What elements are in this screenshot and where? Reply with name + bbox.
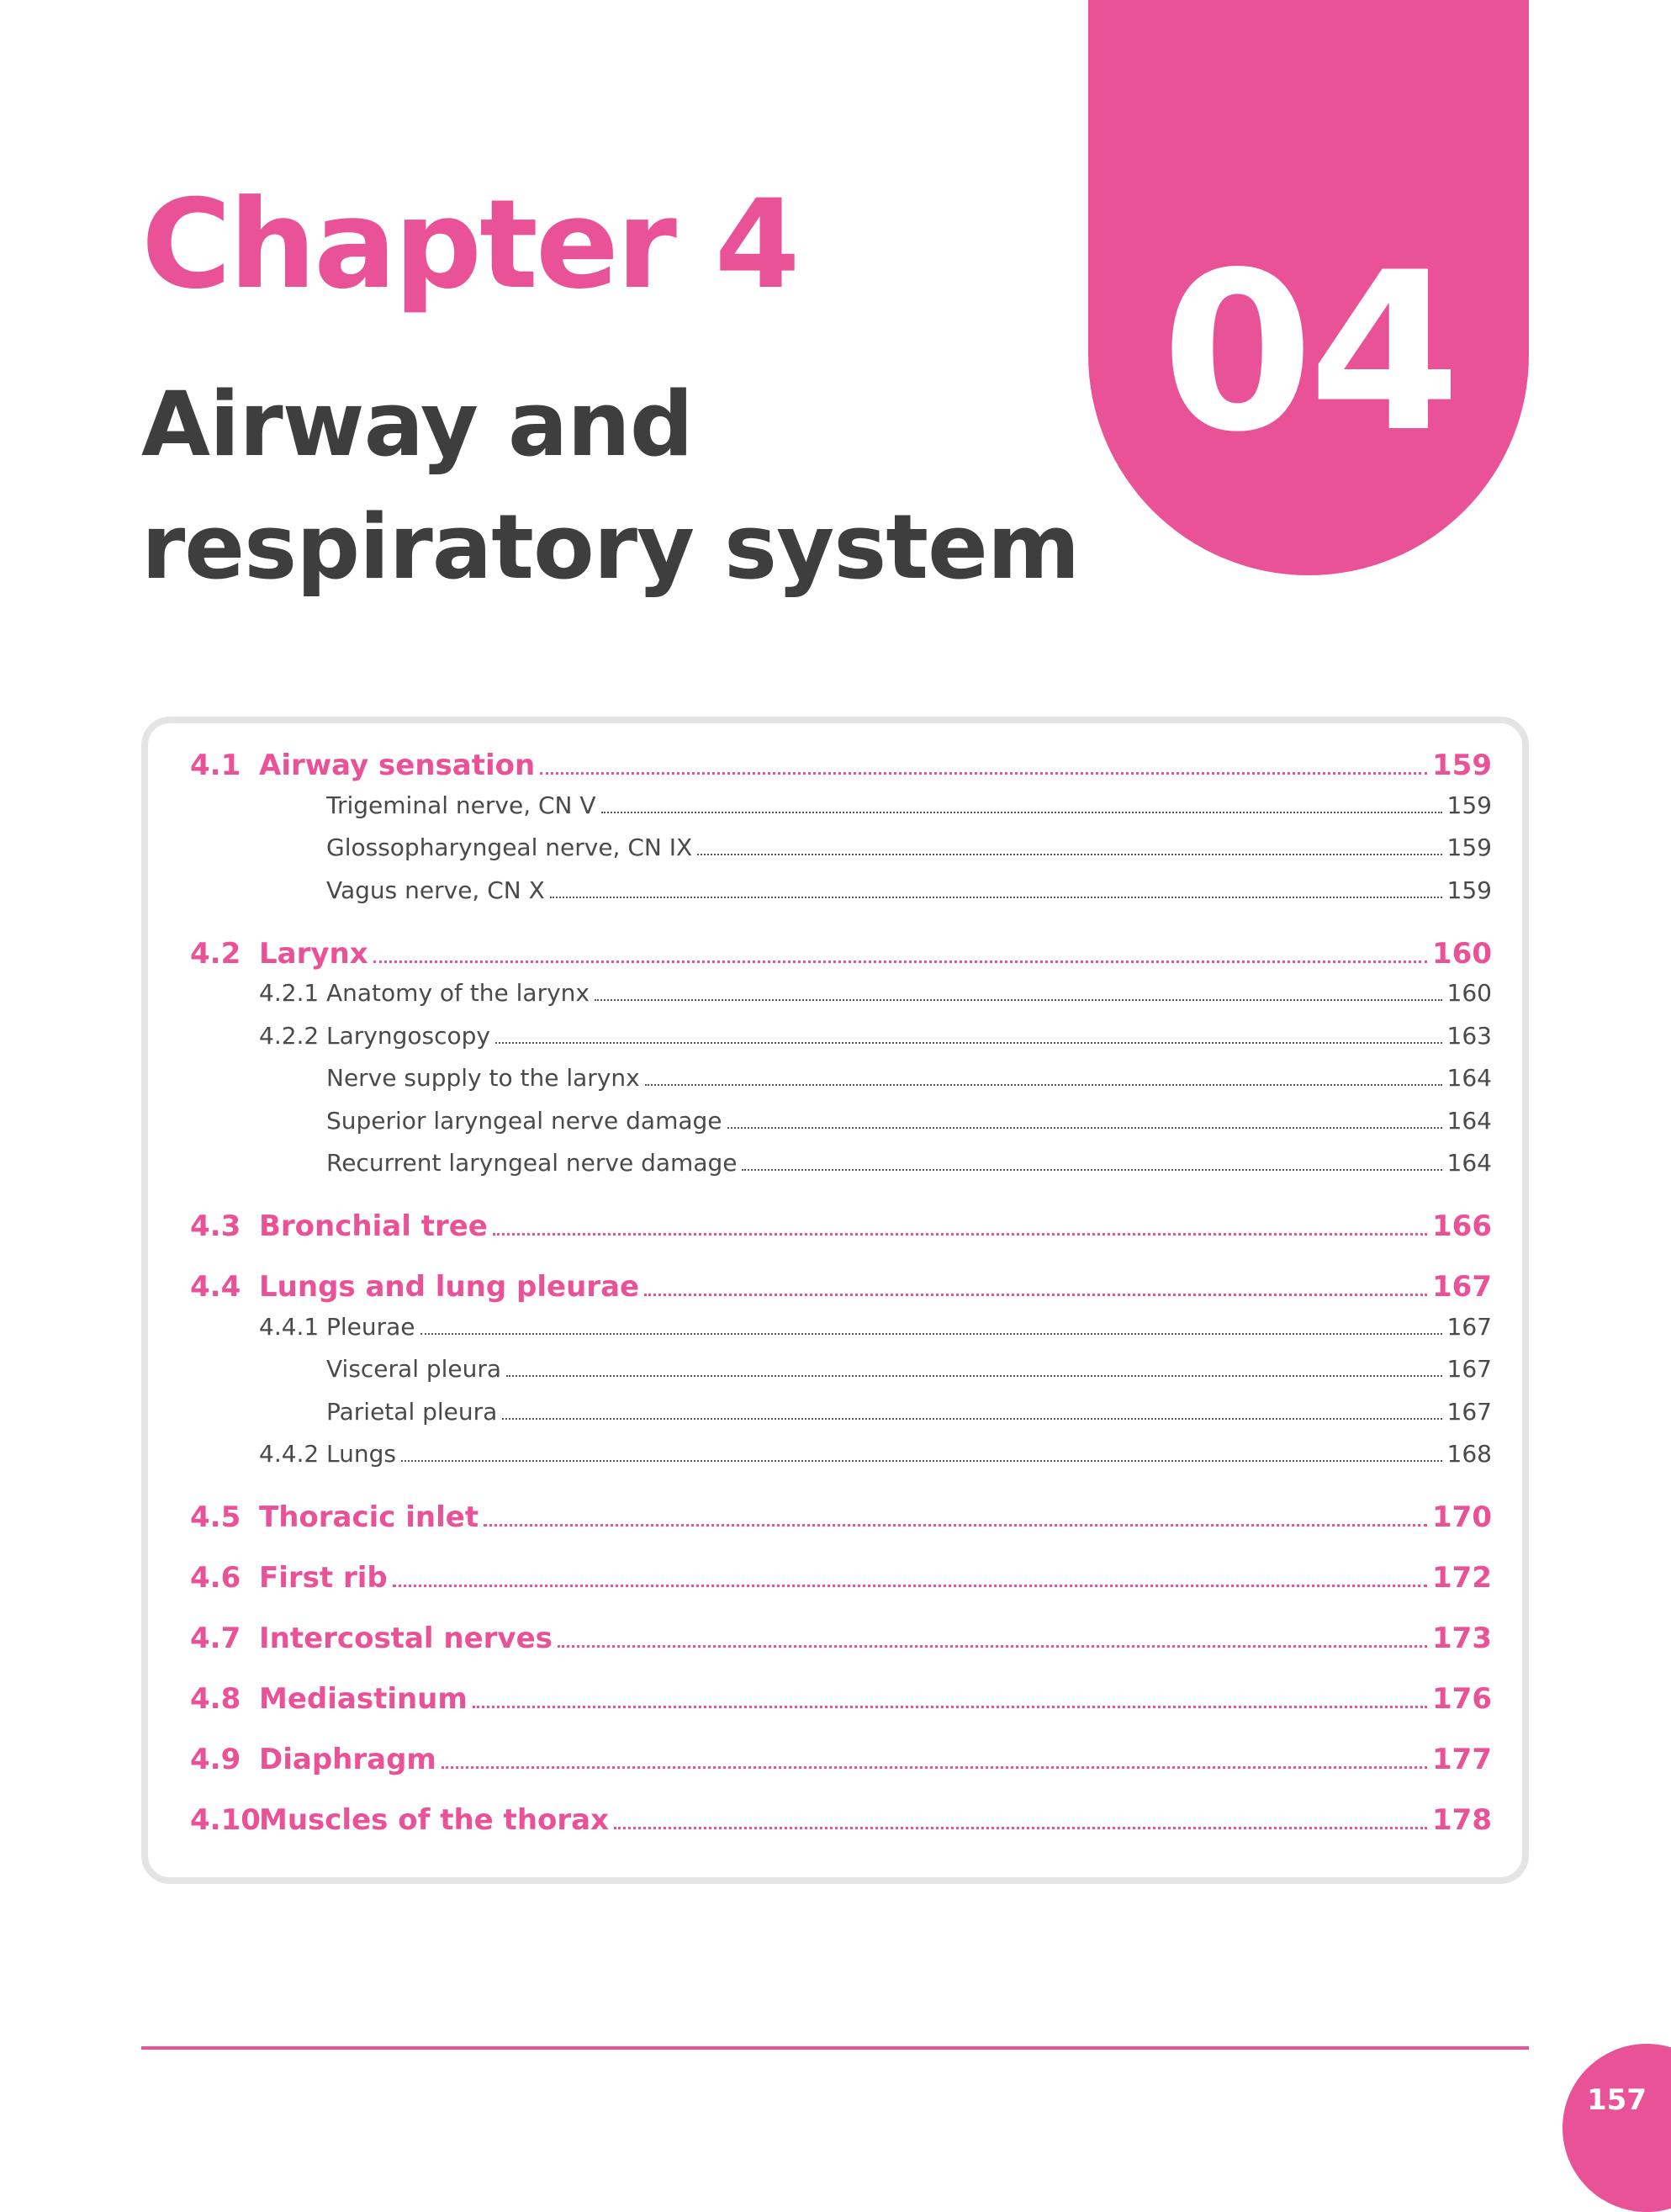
toc-dot-leader bbox=[697, 854, 1441, 855]
toc-entry-number: 4.6 bbox=[190, 1561, 241, 1595]
toc-entry[interactable] bbox=[190, 1803, 1492, 1837]
toc-entry-label: Recurrent laryngeal nerve damage bbox=[326, 1149, 738, 1177]
toc-entry-label: Laryngoscopy bbox=[326, 1021, 490, 1050]
toc-entry-number: 4.2 bbox=[190, 936, 241, 971]
toc-dot-leader bbox=[484, 1524, 1427, 1527]
toc-entry-page: 178 bbox=[1432, 1803, 1492, 1837]
toc-entry[interactable] bbox=[190, 1682, 1492, 1716]
toc-entry-page: 160 bbox=[1446, 979, 1492, 1007]
toc-dot-leader bbox=[442, 1766, 1427, 1769]
toc-entry-page: 164 bbox=[1446, 1149, 1492, 1177]
toc-entry[interactable] bbox=[190, 876, 1492, 904]
toc-entry-page: 168 bbox=[1446, 1440, 1492, 1468]
toc-dot-leader bbox=[644, 1294, 1427, 1296]
toc-entry-label: Muscles of the thorax bbox=[259, 1803, 610, 1837]
toc-entry-page: 170 bbox=[1432, 1500, 1492, 1534]
toc-entry[interactable] bbox=[190, 1622, 1492, 1655]
toc-entry[interactable] bbox=[190, 1440, 1492, 1468]
toc-dot-leader bbox=[373, 960, 1427, 963]
toc-entry-number: 4.1 bbox=[190, 749, 241, 782]
toc-entry-page: 167 bbox=[1432, 1270, 1492, 1304]
toc-entry-number: 4.8 bbox=[190, 1682, 241, 1716]
toc-entry-number: 4.3 bbox=[190, 1209, 241, 1243]
toc-entry[interactable] bbox=[190, 1149, 1492, 1177]
page-number: 157 bbox=[1587, 2083, 1647, 2117]
toc-entry-number: 4.4.1 bbox=[259, 1312, 320, 1341]
toc-dot-leader bbox=[493, 1233, 1427, 1236]
toc-entry[interactable] bbox=[190, 1313, 1492, 1341]
toc-entry[interactable] bbox=[190, 937, 1492, 971]
toc-entry-number: 4.9 bbox=[190, 1743, 241, 1776]
toc-entry-label: Thoracic inlet bbox=[259, 1500, 479, 1534]
page-number-badge bbox=[1563, 2044, 1671, 2212]
toc-dot-leader bbox=[614, 1827, 1427, 1829]
toc-entry-page: 177 bbox=[1432, 1743, 1492, 1776]
toc-entry-number: 4.5 bbox=[190, 1500, 241, 1534]
toc-dot-leader bbox=[420, 1333, 1442, 1335]
toc-dot-leader bbox=[727, 1127, 1442, 1129]
toc-entry-page: 163 bbox=[1446, 1021, 1492, 1050]
toc-dot-leader bbox=[550, 897, 1442, 898]
toc-entry-label: First rib bbox=[259, 1561, 388, 1595]
toc-entry-label: Airway sensation bbox=[259, 749, 536, 782]
toc-entry[interactable] bbox=[190, 1355, 1492, 1383]
toc-entry-label: Diaphragm bbox=[259, 1743, 436, 1776]
toc-dot-leader bbox=[558, 1645, 1427, 1648]
toc-entry-number: 4.10 bbox=[190, 1803, 261, 1837]
toc-entry[interactable] bbox=[190, 979, 1492, 1007]
toc-entry-number: 4.4.2 bbox=[259, 1440, 320, 1468]
toc-entry-label: Bronchial tree bbox=[259, 1209, 488, 1243]
toc-dot-leader bbox=[393, 1585, 1427, 1587]
toc-dot-leader bbox=[502, 1418, 1441, 1420]
chapter-label: Chapter 4 bbox=[141, 173, 798, 316]
toc-entry-page: 167 bbox=[1446, 1355, 1492, 1383]
toc-dot-leader bbox=[540, 772, 1427, 775]
toc-entry-page: 173 bbox=[1432, 1622, 1492, 1655]
toc-entry-page: 159 bbox=[1446, 833, 1492, 861]
toc-entry-label: Nerve supply to the larynx bbox=[326, 1064, 640, 1092]
toc-entry-page: 167 bbox=[1446, 1312, 1492, 1341]
toc-entry-label: Intercostal nerves bbox=[259, 1622, 553, 1655]
toc-dot-leader bbox=[601, 812, 1442, 813]
toc-entry[interactable] bbox=[190, 1561, 1492, 1595]
toc-entry[interactable] bbox=[190, 791, 1492, 819]
toc-entry-label: Vagus nerve, CN X bbox=[326, 876, 545, 904]
toc-entry-label: Pleurae bbox=[326, 1312, 415, 1341]
chapter-tab-number: 04 bbox=[1161, 226, 1456, 480]
toc-dot-leader bbox=[495, 1042, 1442, 1044]
chapter-title-line-2: respiratory system bbox=[141, 495, 1080, 599]
toc-entry[interactable] bbox=[190, 1270, 1492, 1304]
toc-entry[interactable] bbox=[190, 1022, 1492, 1050]
toc-entry[interactable] bbox=[190, 1064, 1492, 1092]
footer-rule bbox=[141, 2046, 1529, 2050]
chapter-title bbox=[141, 363, 1079, 609]
toc-entry-number: 4.2.2 bbox=[259, 1021, 320, 1050]
toc-entry-number: 4.2.1 bbox=[259, 979, 320, 1007]
toc-entry-label: Visceral pleura bbox=[326, 1355, 502, 1383]
toc-entry-page: 164 bbox=[1446, 1064, 1492, 1092]
toc-entry[interactable] bbox=[190, 833, 1492, 861]
toc-dot-leader bbox=[645, 1084, 1442, 1086]
toc-entry-page: 160 bbox=[1432, 936, 1492, 971]
toc-entry-label: Trigeminal nerve, CN V bbox=[326, 791, 596, 819]
chapter-tab bbox=[1088, 0, 1529, 575]
toc-entry-page: 159 bbox=[1432, 749, 1492, 782]
toc-entry-number: 4.7 bbox=[190, 1622, 241, 1655]
toc-entry[interactable] bbox=[190, 1398, 1492, 1426]
toc-dot-leader bbox=[595, 999, 1442, 1001]
toc-entry-label: Mediastinum bbox=[259, 1682, 468, 1716]
toc-dot-leader bbox=[401, 1460, 1442, 1462]
toc-entry-label: Superior laryngeal nerve damage bbox=[326, 1106, 722, 1135]
toc-entry-label: Lungs and lung pleurae bbox=[259, 1270, 640, 1304]
toc-dot-leader bbox=[473, 1706, 1427, 1708]
toc-entry-page: 176 bbox=[1432, 1682, 1492, 1716]
toc-entry-label: Anatomy of the larynx bbox=[326, 979, 590, 1007]
toc-entry-label: Parietal pleura bbox=[326, 1397, 498, 1426]
toc-entry-label: Lungs bbox=[326, 1440, 396, 1468]
toc-dot-leader bbox=[742, 1169, 1441, 1171]
toc-entry-page: 167 bbox=[1446, 1397, 1492, 1426]
toc-entry-number: 4.4 bbox=[190, 1270, 241, 1304]
toc-entry-page: 159 bbox=[1446, 791, 1492, 819]
toc-entry-page: 159 bbox=[1446, 876, 1492, 904]
toc-entry-page: 164 bbox=[1446, 1106, 1492, 1135]
toc-entry[interactable] bbox=[190, 749, 1492, 782]
toc-entry-page: 172 bbox=[1432, 1561, 1492, 1595]
toc-entry[interactable] bbox=[190, 1107, 1492, 1135]
toc-entry-label: Larynx bbox=[259, 936, 368, 971]
table-of-contents bbox=[141, 717, 1529, 1884]
chapter-title-line-1: Airway and bbox=[141, 373, 693, 476]
toc-entry-page: 166 bbox=[1432, 1209, 1492, 1243]
toc-entry[interactable] bbox=[190, 1500, 1492, 1534]
toc-dot-leader bbox=[506, 1375, 1441, 1377]
toc-entry[interactable] bbox=[190, 1743, 1492, 1776]
toc-entry[interactable] bbox=[190, 1209, 1492, 1243]
toc-entry-label: Glossopharyngeal nerve, CN IX bbox=[326, 833, 693, 861]
